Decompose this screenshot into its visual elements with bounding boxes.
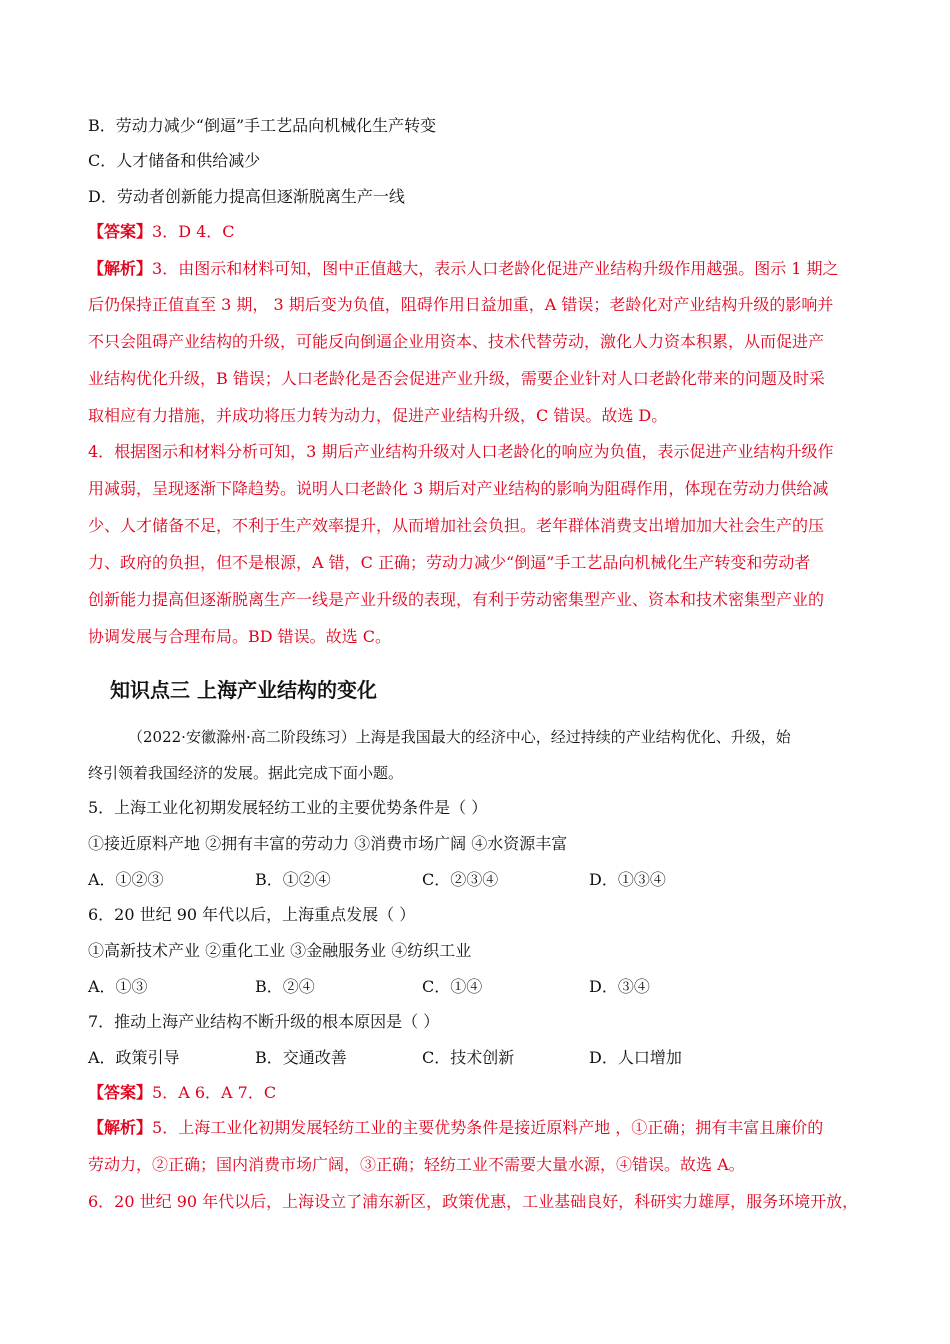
option-b: B．①②④ [255, 870, 331, 889]
analysis-5-line-1 [88, 1117, 868, 1139]
option-b: B．②④ [255, 977, 315, 996]
section-heading: 知识点三 上海产业结构的变化 [110, 678, 377, 702]
answer-tag: 【答案】 [88, 1083, 153, 1102]
analysis-3-line-2: 后仍保持正值直至 3 期， 3 期后变为负值，阻碍作用日益加重，A 错误；老龄化对产业结构升级的影响并 [88, 295, 834, 314]
question-option-b: B．劳动力减少“倒逼”手工艺品向机械化生产转变 [88, 116, 437, 135]
analysis-4-line-5: 创新能力提高但逐渐脱离生产一线是产业升级的表现，有利于劳动密集型产业、资本和技术密集型产业的 [88, 590, 825, 609]
intro-line-2: 终引领着我国经济的发展。据此完成下面小题。 [88, 764, 404, 782]
option-d: D．人口增加 [589, 1048, 682, 1067]
analysis-4-line-3: 少、人才储备不足，不利于生产效率提升，从而增加社会负担。老年群体消费支出增加加大社会生产的压 [88, 516, 825, 535]
question-6-stem: 6．20 世纪 90 年代以后，上海重点发展（ ） [88, 905, 416, 924]
analysis-3-line-4: 业结构优化升级，B 错误；人口老龄化是否会促进产业升级，需要企业针对人口老龄化带来的问题及时采 [88, 369, 825, 388]
question-5-stem: 5．上海工业化初期发展轻纺工业的主要优势条件是（ ） [88, 798, 488, 817]
analysis-text: 5．上海工业化初期发展轻纺工业的主要优势条件是接近原料产地 ，①正确；拥有丰富且廉价的 [152, 1118, 824, 1137]
analysis-text: 3．由图示和材料可知，图中正值越大，表示人口老龄化促进产业结构升级作用越强。图示 1 期之 [152, 259, 839, 278]
analysis-5-line-2: 劳动力，②正确；国内消费市场广阔，③正确；轻纺工业不需要大量水源，④错误。故选 A。 [88, 1155, 745, 1174]
option-d: D．①③④ [589, 870, 666, 889]
analysis-3-line-3: 不只会阻碍产业结构的升级，可能反向倒逼企业用资本、技术代替劳动，激化人力资本积累，从而促进产 [88, 332, 825, 351]
analysis-4-line-6: 协调发展与合理布局。BD 错误。故选 C。 [88, 627, 392, 646]
question-option-d: D．劳动者创新能力提高但逐渐脱离生产一线 [88, 187, 405, 206]
analysis-tag: 【解析】 [88, 1118, 153, 1137]
analysis-3-line-5: 取相应有力措施，并成功将压力转为动力，促进产业结构升级，C 错误。故选 D。 [88, 406, 668, 425]
analysis-4-line-4: 力、政府的负担，但不是根源，A 错，C 正确；劳动力减少“倒逼”手工艺品向机械化生产转变和劳动者 [88, 553, 811, 572]
intro-line-1: （2022·安徽滁州·高二阶段练习）上海是我国最大的经济中心，经过持续的产业结构优化、升级，始 [128, 728, 791, 746]
question-7-options [88, 1047, 868, 1069]
analysis-6-line-1: 6．20 世纪 90 年代以后，上海设立了浦东新区，政策优惠，工业基础良好，科研实力雄厚，服务环境开放， [88, 1192, 859, 1211]
option-a: A．政策引导 [88, 1048, 180, 1067]
answer-line-5-7 [88, 1082, 868, 1104]
option-a: A．①③ [88, 977, 148, 996]
option-c: C．②③④ [422, 870, 499, 889]
analysis-4-line-1: 4．根据图示和材料分析可知，3 期后产业结构升级对人口老龄化的响应为负值，表示促进产业结构升级作 [88, 442, 834, 461]
question-7-stem: 7．推动上海产业结构不断升级的根本原因是（ ） [88, 1012, 440, 1031]
analysis-4-line-2: 用减弱，呈现逐渐下降趋势。说明人口老龄化 3 期后对产业结构的影响为阻碍作用，体现在劳动力供给减 [88, 479, 829, 498]
answer-text: 5．A 6．A 7．C [152, 1083, 277, 1102]
question-option-c: C．人才储备和供给减少 [88, 151, 261, 170]
answer-line-3-4 [88, 221, 868, 243]
answer-tag: 【答案】 [88, 222, 153, 241]
answer-text: 3．D 4．C [152, 222, 235, 241]
question-6-options [88, 976, 868, 998]
question-6-items: ①高新技术产业 ②重化工业 ③金融服务业 ④纺织工业 [88, 941, 472, 960]
option-a: A．①②③ [88, 870, 164, 889]
option-d: D．③④ [589, 977, 650, 996]
analysis-3-line-1 [88, 258, 868, 280]
option-b: B．交通改善 [255, 1048, 347, 1067]
question-5-items: ①接近原料产地 ②拥有丰富的劳动力 ③消费市场广阔 ④水资源丰富 [88, 834, 568, 853]
option-c: C．①④ [422, 977, 483, 996]
analysis-tag: 【解析】 [88, 259, 153, 278]
option-c: C．技术创新 [422, 1048, 515, 1067]
question-5-options [88, 869, 868, 891]
